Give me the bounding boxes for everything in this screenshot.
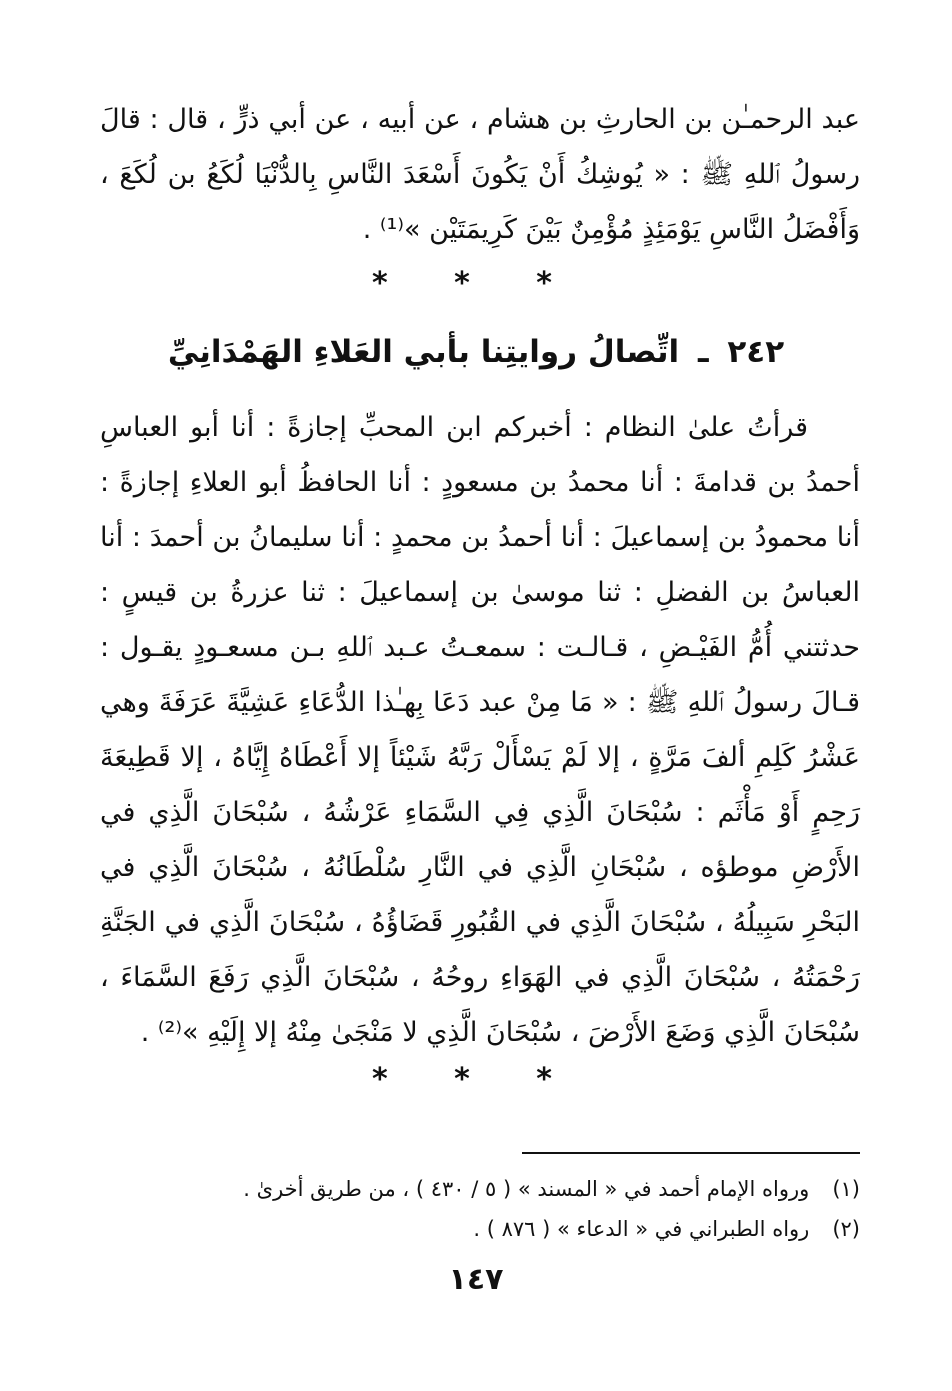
- footnote-number: (٢): [832, 1217, 860, 1241]
- intro-paragraph: عبد الرحمـٰن بن الحارثِ بن هشام ، عن أبيه ، عن أبي ذرٍّ ، قال : قالَ رسولُ ٱللهِ ﷺ : « يُوشِكُ أَنْ يَكُونَ أَسْعَدَ النَّاسِ بِالدُّنْيَا لُكَعُ بن لُكَعَ ، وَأَفْضَلُ النَّاسِ يَوْمَئِذٍ مُؤْمِنٌ بَيْنَ كَرِيمَتَيْن »⁽¹⁾ .: [100, 104, 860, 245]
- section-separator: * * *: [372, 266, 580, 301]
- footnote-divider: [522, 1152, 860, 1154]
- section-number: ٢٤٢: [727, 334, 785, 370]
- section-separator: * * *: [372, 1062, 580, 1097]
- intro-paragraph-block: [100, 92, 860, 257]
- footnote: [100, 1172, 860, 1206]
- section-dash: ـ: [697, 334, 709, 370]
- footnote-text: رواه الطبراني في « الدعاء » ( ٨٧٦ ) .: [473, 1217, 810, 1241]
- footnote-number: (١): [832, 1177, 860, 1201]
- hadith-paragraph-block: [100, 400, 860, 1060]
- hadith-paragraph: قرأتُ علىٰ النظام : أخبركم ابن المحبِّ إجازةً : أنا أبو العباسِ أحمدُ بن قدامةَ : أنا محمدُ بن مسعودٍ : أنا الحافظُ أبو العلاءِ إجازةً : أنا محمودُ بن إسماعيلَ : أنا أحمدُ بن محمدٍ : أنا سليمانُ بن أحمدَ : أنا العباسُ بن الفضلِ : ثنا موسىٰ بن إسماعيلَ : ثنا عزرةُ بن قيسٍ : حدثتني أُمُّ الفَيْـضِ ، قـالـت : سمعـتُ عـبد ٱللهِ بـن مسعـودٍ يقـول : قـالَ رسولُ ٱللهِ ﷺ : « مَا مِنْ عبد دَعَا بِهـٰذا الدُّعَاءِ عَشِيَّةَ عَرَفَةَ وهي عَشْرُ كَلِمِ ألفَ مَرَّةٍ ، إلا لَمْ يَسْأَلْ رَبَّهُ شَيْئاً إلا أَعْطَاهُ إِيَّاهُ ، إلا قَطِيعَةَ رَحِمٍ أَوْ مَأْثَم : سُبْحَانَ الَّذِي فِي السَّمَاءِ عَرْشُهُ ، سُبْحَانَ الَّذِي في الأَرْضِ موطؤه ، سُبْحَانِ الَّذِي في النَّارِ سُلْطَانُهُ ، سُبْحَانَ الَّذِي في البَحْرِ سَبِيلُهُ ، سُبْحَانَ الَّذِي في القُبُورِ قَضَاؤُهُ ، سُبْحَانَ الَّذِي في الجَنَّةِ رَحْمَتُهُ ، سُبْحَانَ الَّذِي في الهَوَاءِ روحُهُ ، سُبْحَانَ الَّذِي رَفَعَ السَّمَاءَ ، سُبْحَانَ الَّذِي وَضَعَ الأَرْضَ ، سُبْحَانَ الَّذِي لا مَنْجَىٰ مِنْهُ إلا إِلَيْهِ »⁽²⁾ .: [100, 412, 860, 1048]
- footnote: [100, 1212, 860, 1246]
- section-title: اتِّصالُ روايتِنا بأبي العَلاءِ الهَمْدَانِيِّ: [167, 334, 680, 370]
- footnote-text: ورواه الإمام أحمد في « المسند » ( ٥ / ٤٣٠ ) ، من طريق أخرىٰ .: [243, 1177, 810, 1201]
- page-number: ١٤٧: [448, 1262, 504, 1297]
- section-heading: [0, 320, 952, 384]
